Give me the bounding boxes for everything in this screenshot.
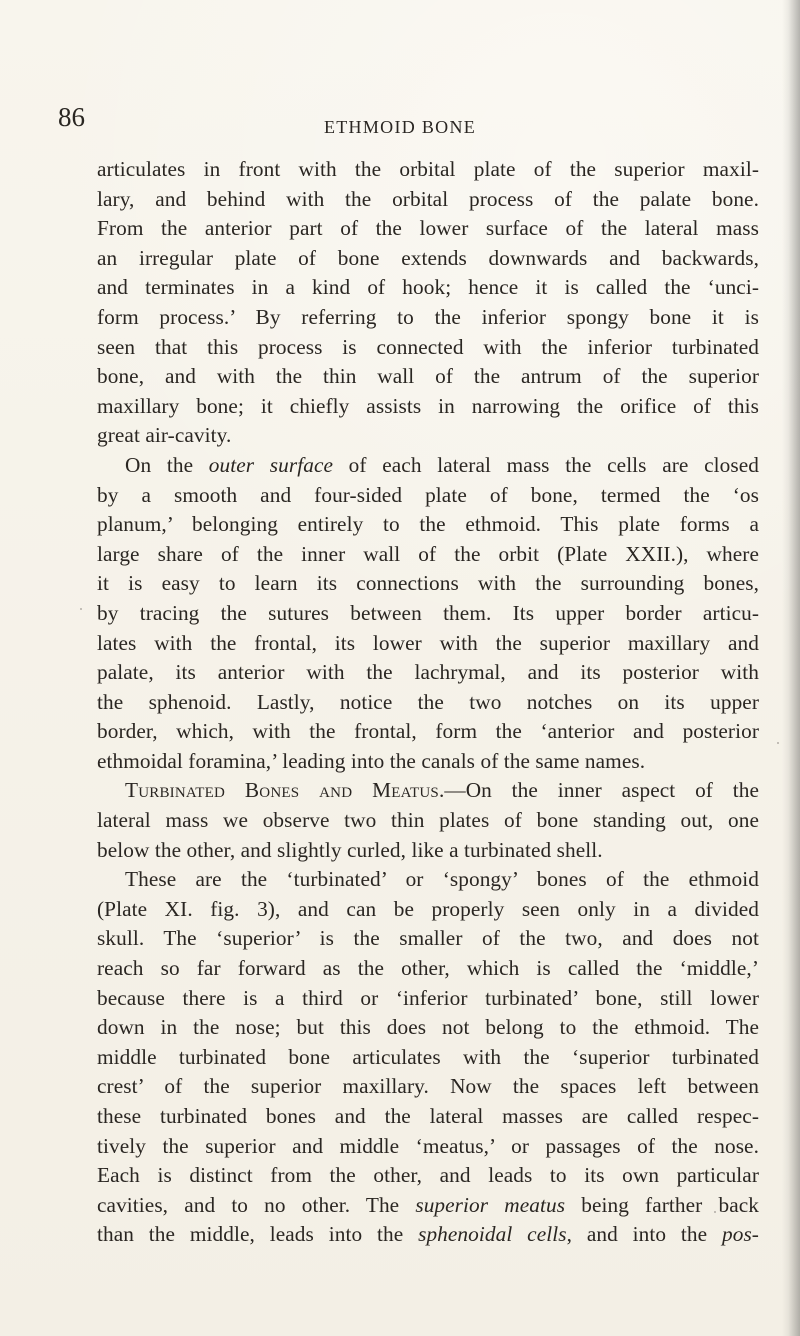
text-line-23: lateral mass we observe two thin plates of bone standing out, one (97, 808, 759, 833)
running-head: ETHMOID BONE (323, 117, 477, 137)
text-line-33: these turbinated bones and the lateral masses are called respec- (97, 1104, 759, 1128)
text-line-12: by a smooth and four-sided plate of bone, termed the ‘os (97, 482, 759, 507)
text-line-5: and terminates in a kind of hook; hence it is called the ‘unci- (97, 275, 759, 300)
text-line-15: it is easy to learn its connections with the surrounding bones, (97, 571, 759, 596)
text-line-6: form process.’ By referring to the inferior spongy bone it is (97, 304, 759, 329)
text-line-14: large share of the inner wall of the orbit (Plate XXII.), where (97, 541, 759, 566)
italic-phrase-sphenoidal-cells: sphenoidal cells (418, 1222, 567, 1247)
text-line-31: middle turbinated bone articulates with the ‘superior turbinated (97, 1044, 759, 1069)
text-line-1: articulates in front with the orbital plate of the superior maxil- (97, 157, 759, 181)
text-line-26: (Plate XI. fig. 3), and can be properly seen only in a divided (97, 896, 759, 921)
text-line-16: by tracing the sutures between them. Its upper border articu- (97, 600, 759, 625)
text-line-3: From the anterior part of the lower surface of the lateral mass (97, 216, 759, 241)
paper-speck (777, 742, 779, 744)
text-line-11: On the outer surface of each lateral mass the cells are closed (125, 452, 759, 477)
text-line-20: border, which, with the frontal, form the ‘anterior and posterior (97, 719, 759, 744)
italic-phrase-outer-surface: outer surface (208, 452, 334, 477)
text-line-7: seen that this process is connected with the inferior turbinated (97, 334, 759, 359)
text-line-19: the sphenoid. Lastly, notice the two notches on its upper (97, 689, 759, 714)
text-line-37: than the middle, leads into the sphenoidal cells, and into the pos- (97, 1222, 759, 1247)
text-line-35: Each is distinct from the other, and leads to its own particular (97, 1163, 759, 1188)
section-heading-turbinated-bones-and-meatus: Turbinated Bones and Meatus (125, 778, 439, 803)
text-line-9: maxillary bone; it chiefly assists in narrowing the orifice of this (97, 393, 759, 418)
text-line-29: because there is a third or ‘inferior turbinated’ bone, still lower (97, 985, 759, 1010)
text-line-17: lates with the frontal, its lower with the superior maxillary and (97, 630, 759, 655)
text-line-18: palate, its anterior with the lachrymal, and its posterior with (97, 660, 759, 685)
text-line-34: tively the superior and middle ‘meatus,’ or passages of the nose. (97, 1133, 759, 1158)
text-line-32: crest’ of the superior maxillary. Now the spaces left between (97, 1074, 759, 1099)
text-line-21: ethmoidal foramina,’ leading into the canals of the same names. (97, 748, 646, 773)
paper-speck (80, 608, 82, 610)
text-line-24: below the other, and slightly curled, like a turbinated shell. (97, 837, 603, 862)
text-line-25: These are the ‘turbinated’ or ‘spongy’ bones of the ethmoid (125, 867, 759, 892)
text-line-8: bone, and with the thin wall of the antrum of the superior (97, 364, 759, 389)
text-line-27: skull. The ‘superior’ is the smaller of the two, and does not (97, 926, 759, 951)
text-line-4: an irregular plate of bone extends downwards and backwards, (97, 245, 759, 270)
text-line-22: Turbinated Bones and Meatus.—On the inner aspect of the (125, 778, 759, 803)
text-line-36: cavities, and to no other. The superior meatus being farther back (97, 1192, 759, 1217)
italic-phrase-superior-meatus: superior meatus (415, 1192, 566, 1217)
page-edge-shadow (782, 0, 800, 1336)
text-line-30: down in the nose; but this does not belong to the ethmoid. The (97, 1015, 759, 1040)
text-line-28: reach so far forward as the other, which is called the ‘middle,’ (97, 956, 759, 981)
italic-phrase-pos: pos- (721, 1222, 759, 1247)
text-line-2: lary, and behind with the orbital process of the palate bone. (97, 186, 759, 211)
text-line-10: great air-cavity. (97, 423, 232, 448)
body-text (97, 155, 759, 1250)
text-line-13: planum,’ belonging entirely to the ethmoid. This plate forms a (97, 512, 759, 537)
paper-speck (714, 1211, 716, 1213)
page-number: 86 (58, 102, 85, 132)
